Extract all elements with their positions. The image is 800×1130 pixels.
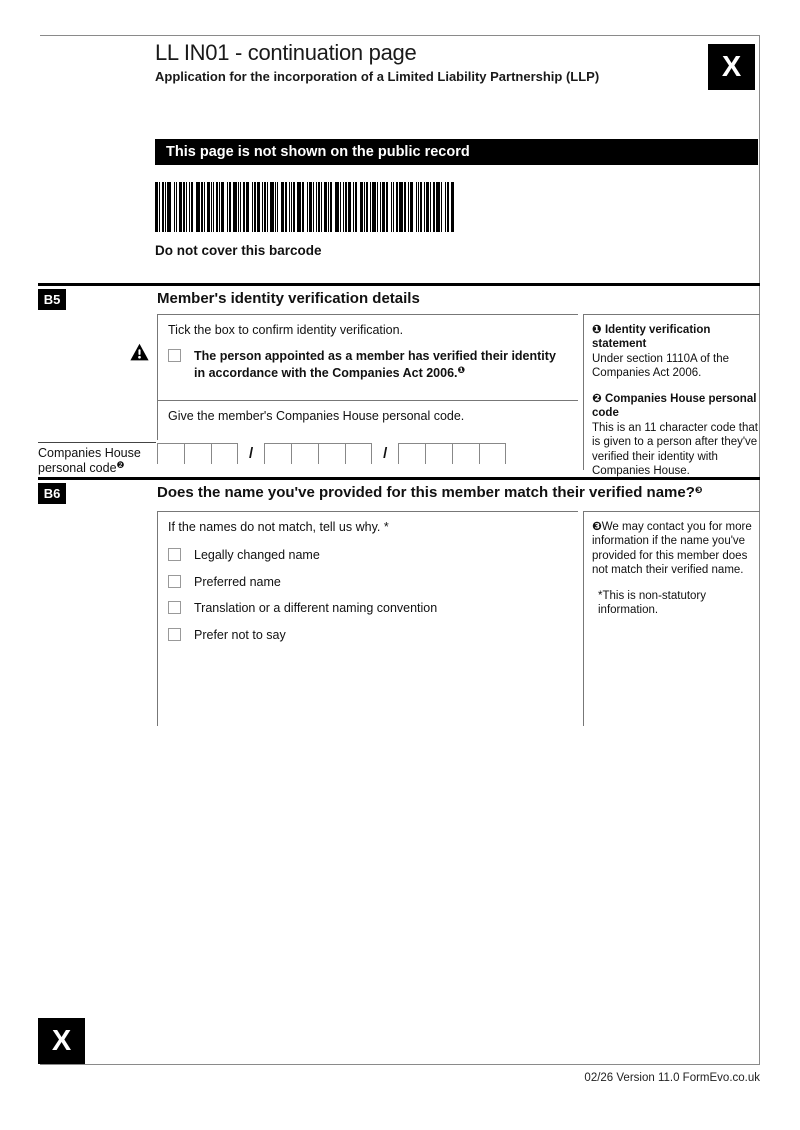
code-label-rule [38,442,156,443]
b6-option-label: Preferred name [194,574,281,589]
section-b5-badge-label: B5 [43,292,61,307]
b6-option-label: Prefer not to say [194,627,286,642]
personal-code-field-label: Companies House personal code$^❷$ [38,446,141,475]
b5-instruction: Tick the box to confirm identity verification. [168,323,404,337]
note-non-statutory: *This is non-statutory information. [598,589,707,617]
personal-code-cell[interactable] [479,443,506,464]
personal-code-cell[interactable] [398,443,425,464]
warning-icon [130,343,149,361]
personal-code-group-2 [264,443,372,464]
b6-option-legally-changed-name-checkbox[interactable] [168,548,181,561]
corner-mark-letter: X [721,50,742,83]
form-subtitle: Application for the incorporation of a Limited Liability Partnership (LLP) [155,69,600,84]
personal-code-input [157,443,506,464]
b5-notes-sidebar [583,314,760,478]
note-identity-verification-statement: ❶ Identity verification statement Under section 1110A of the Companies Act 2006. [592,324,730,380]
b6-note3-superscript: ❸ [694,485,703,495]
personal-code-group-1 [157,443,238,464]
personal-code-cell[interactable] [425,443,452,464]
b6-option-preferred-name-checkbox[interactable] [168,575,181,588]
section-b5-rule [38,283,760,286]
b5-note2-superscript: ❷ [116,459,125,470]
section-b6-rule [38,477,760,480]
b6-notes-sidebar [583,511,760,726]
note-companies-house-personal-code: ❷ Companies House personal code This is an 11 character code that is given to a person after they've verified their identity with Companies House. [592,392,758,478]
corner-mark-letter: X [51,1024,72,1057]
frame-top-line [40,35,760,36]
personal-code-cell[interactable] [318,443,345,464]
personal-code-group-3 [398,443,506,464]
b6-option-label: Translation or a different naming convention [194,601,438,616]
form-title: LL IN01 - continuation page [155,40,417,65]
b5-code-instruction-box [157,400,578,440]
barcode-caption: Do not cover this barcode [155,243,322,258]
code-slash: / [383,445,388,462]
frame-bottom-line [40,1064,760,1065]
b6-instruction: If the names do not match, tell us why. * [168,520,389,534]
section-b5-heading: Member's identity verification details [157,290,420,307]
b6-option-prefer-not-to-say-checkbox[interactable] [168,628,181,641]
section-b6-badge [38,483,66,504]
b5-verification-box [157,314,578,400]
personal-code-cell[interactable] [452,443,479,464]
b5-note1-superscript: ❶ [457,364,466,375]
b6-option-translation-checkbox[interactable] [168,601,181,614]
corner-mark-bottom [38,1018,85,1064]
personal-code-cell[interactable] [345,443,372,464]
section-b6-heading: Does the name you've provided for this member match their verified name?$^❸$ [157,484,703,501]
b5-identity-verified-checkbox[interactable] [168,349,181,362]
section-b6-badge-label: B6 [43,486,61,501]
personal-code-cell[interactable] [211,443,238,464]
personal-code-cell[interactable] [291,443,318,464]
barcode-image [155,182,455,232]
code-slash: / [249,445,254,462]
corner-mark-top [708,44,755,90]
b5-identity-verified-label: The person appointed as a member has verified their identity in accordance with the Companies Act 2006.$^❶$ [194,349,556,380]
personal-code-cell[interactable] [264,443,291,464]
b6-option-label: Legally changed name [194,548,320,562]
public-record-banner-text: This page is not shown on the public record [166,144,470,160]
b5-code-instruction: Give the member's Companies House personal code. [168,409,465,423]
note-we-may-contact-you: ❸We may contact you for more information if the name you've provided for this member does not match their verified name. [592,521,752,577]
b6-name-match-box [157,511,578,726]
personal-code-cell[interactable] [157,443,184,464]
version-footer: 02/26 Version 11.0 FormEvo.co.uk [584,1072,760,1084]
public-record-banner [155,139,758,165]
personal-code-cell[interactable] [184,443,211,464]
section-b5-badge [38,289,66,310]
